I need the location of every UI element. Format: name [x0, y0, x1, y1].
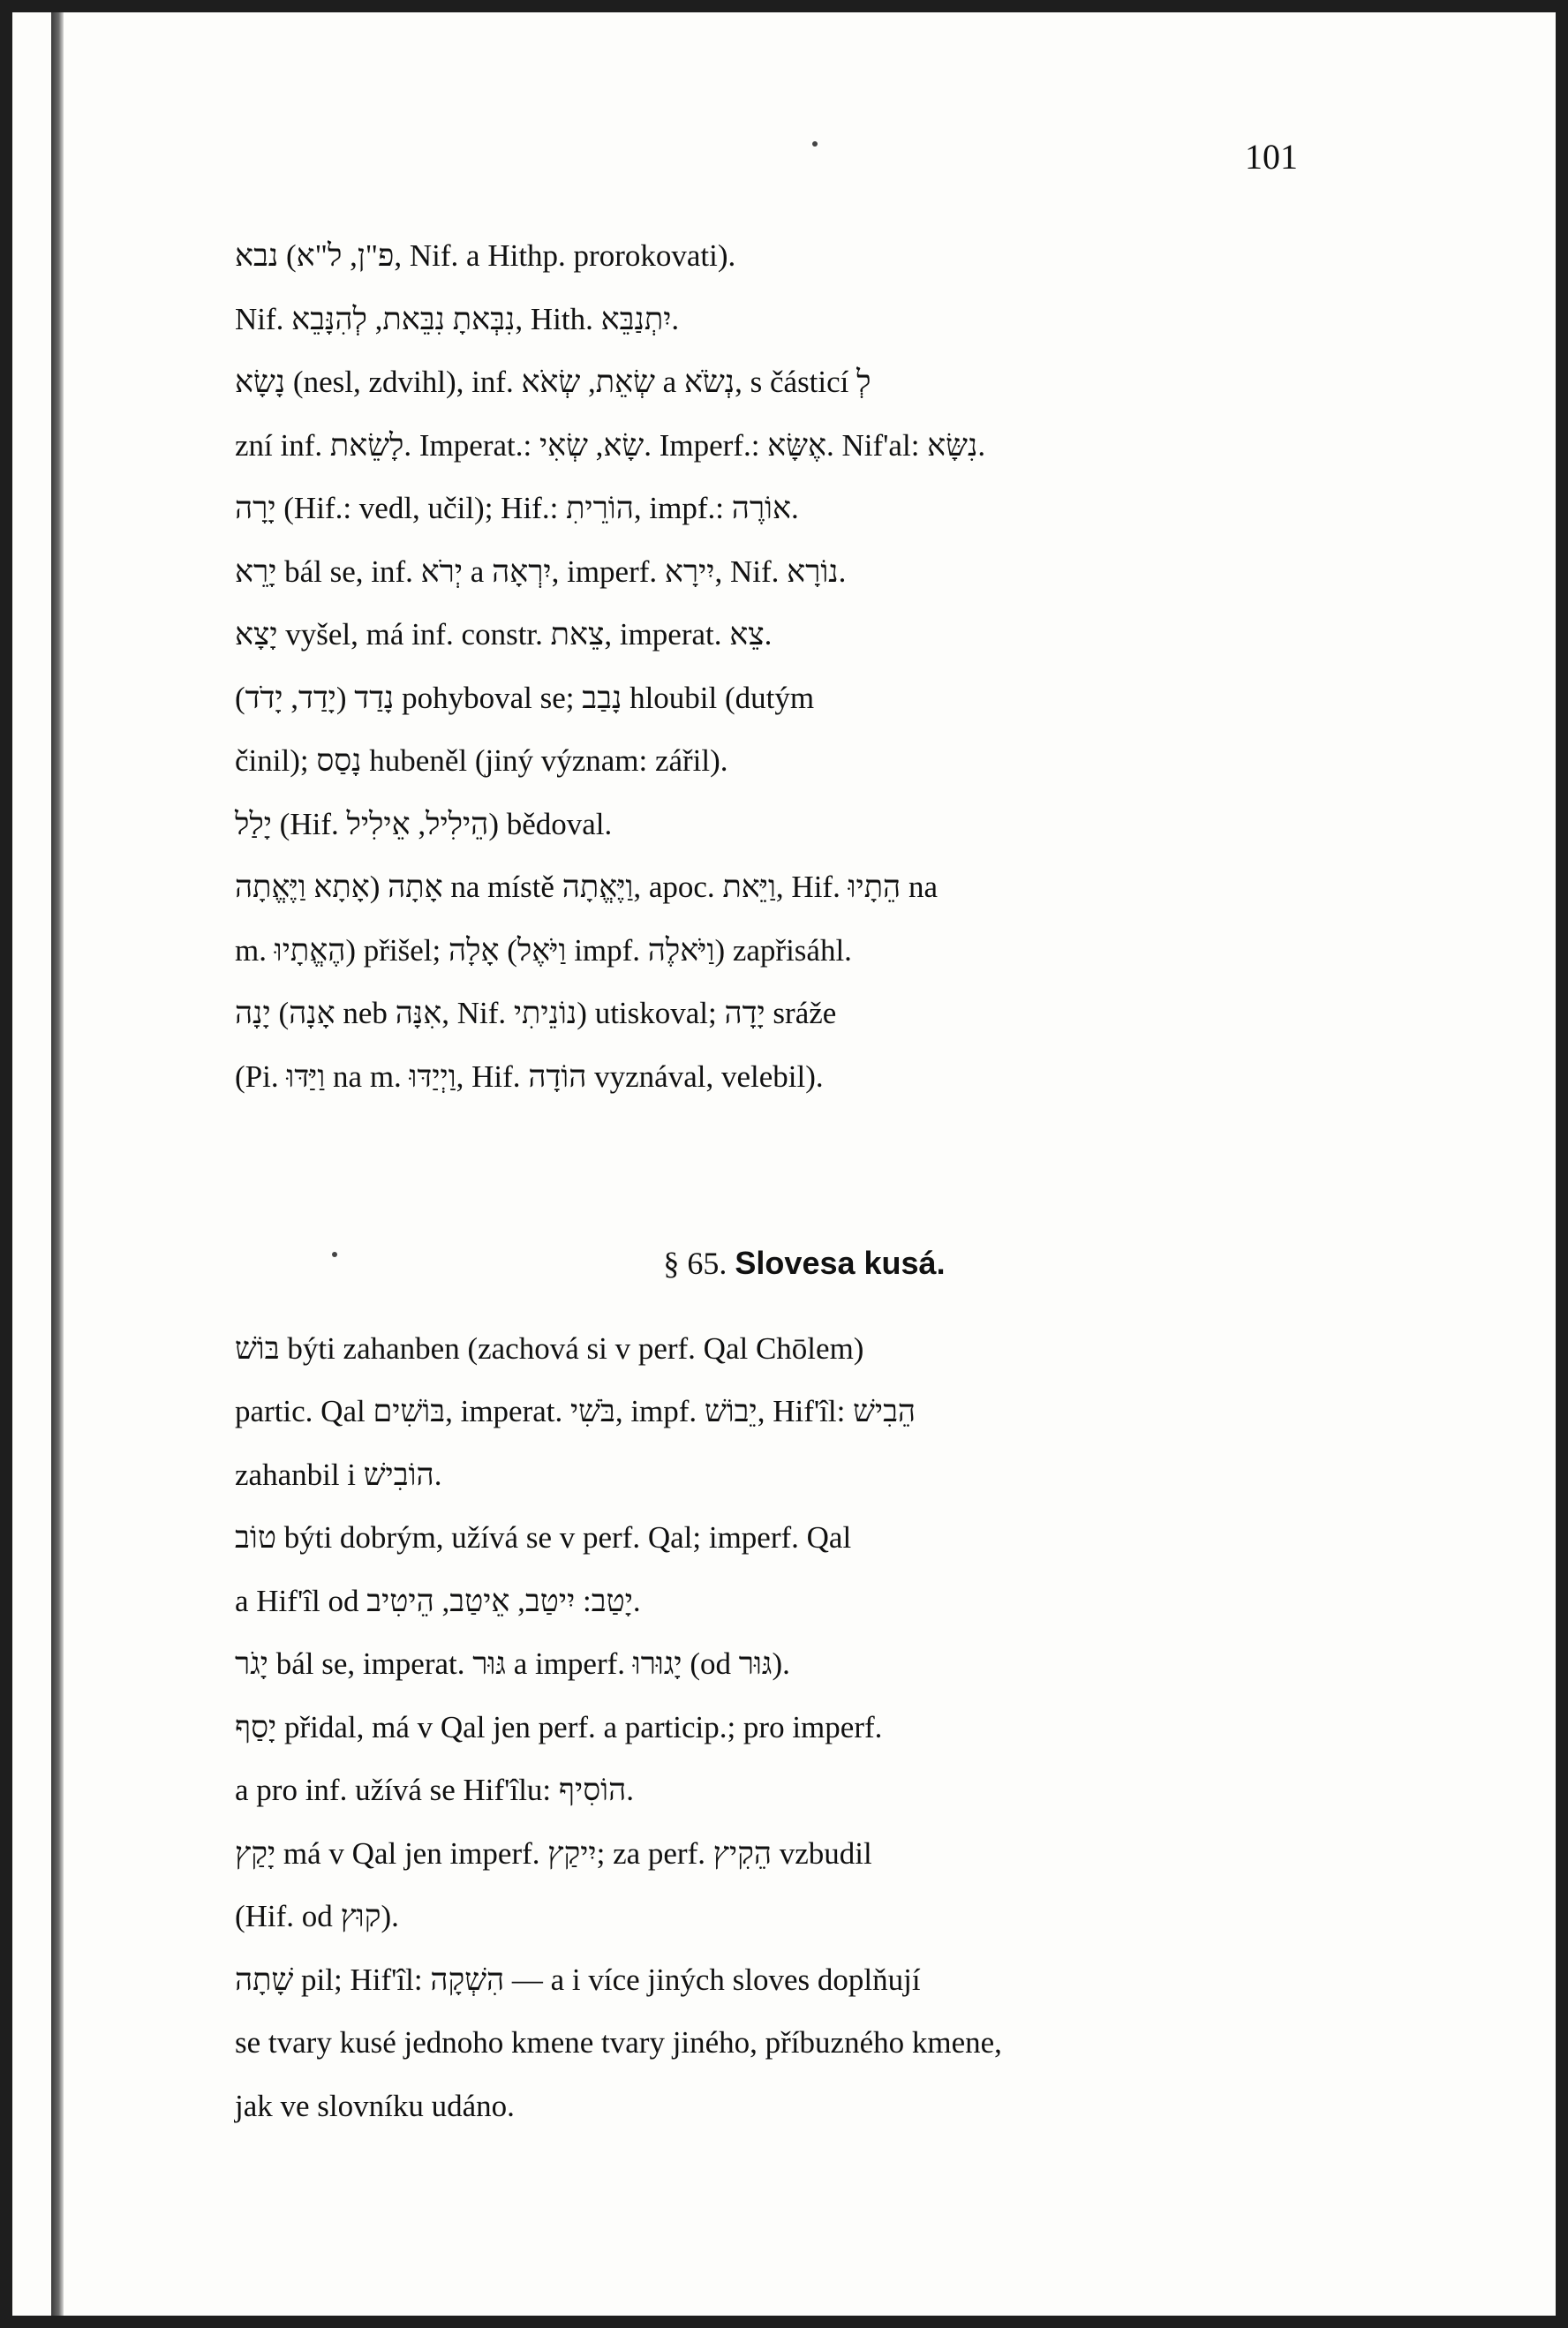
text-line: יָסַף přidal, má v Qal jen perf. a particip.; pro imperf.: [235, 1709, 883, 1744]
text-line: נָשָׂא (nesl, zdvihl), inf. שְׂאֵת, שְׂאֹא a נְשֹׂא, s částicí לְ: [235, 365, 871, 399]
text-line: שָׁתָה pil; Hif'îl: הִשְׁקָה — a i více jiných sloves doplňují: [235, 1962, 921, 1997]
text-line: zahanbil i הוֹבִישׁ.: [235, 1457, 442, 1492]
text-line: činil); נָסַס hubeněl (jiný význam: zářil).: [235, 743, 728, 778]
section-number: § 65.: [663, 1246, 727, 1281]
speck: [332, 1252, 337, 1257]
text-line: se tvary kusé jednoho kmene tvary jiného, příbuzného kmene,: [235, 2025, 1002, 2060]
text-line: נבא (פ"ן, ל"א, Nif. a Hithp. prorokovati).: [235, 238, 736, 273]
text-line: יָלַל (Hif. הֵילִיל, אֵילִיל) bědoval.: [235, 806, 613, 841]
text-line: יָגֹר bál se, imperat. גּוּר a imperf. יָגוּרוּ (od גּוּר).: [235, 1646, 790, 1681]
text-line: jak ve slovníku udáno.: [235, 2088, 515, 2123]
text-line: Nif. נִבְּאתָ נִבֵּאת, לְהִנָּבֵא, Hith. יִתְנַבֵּא.: [235, 301, 680, 336]
text-line: (Pi. וַיַּדּוּ na m. וַיְיַדּוּ, Hif. הוֹדָה vyznával, velebil).: [235, 1059, 824, 1094]
text-line: יָרָה (Hif.: vedl, učil); Hif.: הוֹרֵיתִ, impf.: אוֹרֶה.: [235, 491, 799, 525]
verb-list-continued: [235, 224, 1374, 1108]
text-line: אָתָה (אָתָא וַיֶּאֱתָה na místě וַיֶּאֱתָה, apoc. וַיֵּאת, Hif. הֵתָיוּ na: [235, 870, 938, 904]
text-line: טוֹב býti dobrým, užívá se v perf. Qal; imperf. Qal: [235, 1520, 852, 1555]
book-spine-edge: [51, 12, 64, 2316]
speck: [812, 141, 818, 147]
text-line: m. הֶאֱתָיוּ) přišel; אָלָה (וַיֹּאֶל impf. וַיֹּאלֶה) zapřisáhl.: [235, 932, 852, 968]
section-heading: [235, 1232, 1374, 1296]
section-title: Slovesa kusá.: [735, 1245, 946, 1281]
text-line: בּוֹשׁ býti zahanben (zachová si v perf. Qal Chōlem): [235, 1330, 864, 1366]
text-line: יָרֵא bál se, inf. יְרֹא a יִרְאָה, imperf. יִירָא, Nif. נוֹרָא.: [235, 554, 847, 589]
page-body: [235, 224, 1374, 2137]
section-body: [235, 1317, 1374, 2138]
page-number: 101: [1245, 137, 1298, 177]
text-line: a Hif'îl od יָטַב: יִיטַב, אֵיטַב, הֵיטִיב.: [235, 1583, 641, 1618]
text-line: יָצָא vyšel, má inf. constr. צֵאת, imperat. צֵא.: [235, 617, 773, 652]
text-line: יָנָה (אָנָה neb אִנָּה, Nif. נוֹנֵיתִי) utiskoval; יָדָה sráže: [235, 996, 837, 1030]
text-line: partic. Qal בּוֹשִׁים, imperat. בֹּשִׁי, impf. יֵבוֹשׁ, Hif'îl: הֵבִישׁ: [235, 1394, 916, 1428]
text-line: יָקַץ má v Qal jen imperf. יִיקַץ; za perf. הֵקִיץ vzbudil: [235, 1835, 872, 1871]
text-line: zní inf. לָשֵׂאת. Imperat.: שָׂא, שְׂאִי. Imperf.: אֶשָּׂא. Nif'al: נִשָּׂא.: [235, 427, 986, 463]
text-line: נָדַד (יָדַד, יָדֹד) pohyboval se; נָבַב hloubil (dutým: [235, 680, 815, 715]
text-line: (Hif. od קוּץ).: [235, 1899, 399, 1933]
book-page: [12, 12, 1556, 2316]
text-line: a pro inf. užívá se Hif'îlu: הוֹסִיף.: [235, 1773, 634, 1807]
